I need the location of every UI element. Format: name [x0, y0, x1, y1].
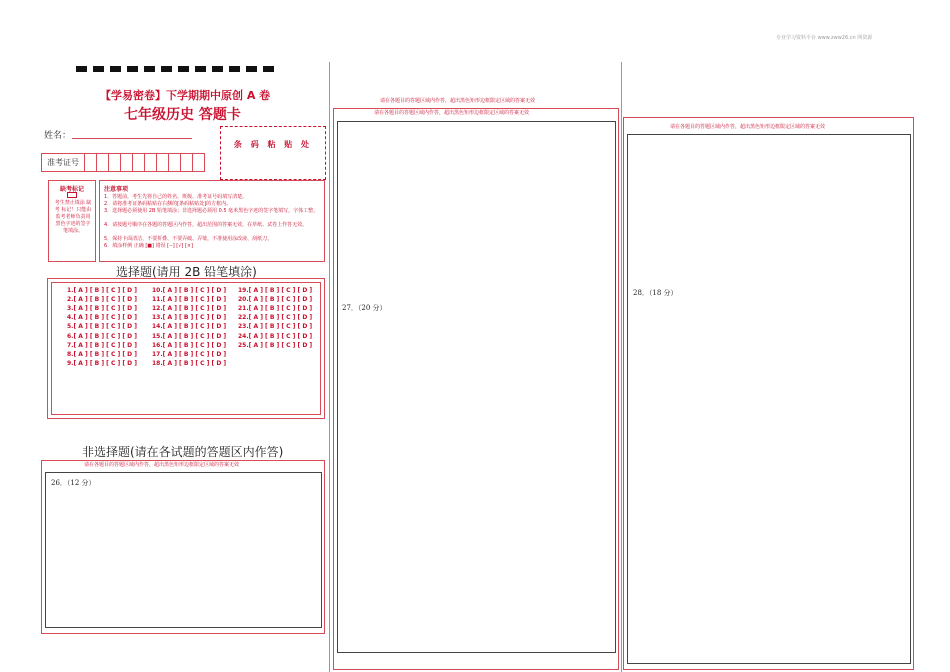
column-divider	[329, 62, 330, 672]
notes-item: 3．选择题必须使用 2B 铅笔填涂；非选择题必须用 0.5 毫米黑色字迹的签字笔填写，字体工整。	[104, 208, 319, 214]
absent-mark-title: 缺考标记	[59, 186, 84, 193]
notes-title: 注意事项	[104, 186, 129, 193]
nonchoice-heading: 非选择题(请在各试题的答题区内作答)	[82, 445, 284, 459]
area-tip: 请在各题目的答题区域内作答，超出黑色矩形边框限定区域的答案无效	[380, 98, 536, 104]
exam-id-label: 准考证号	[41, 153, 85, 172]
timing-mark	[246, 66, 257, 72]
absent-mark-checkbox[interactable]	[67, 192, 77, 198]
exam-id-cell[interactable]	[169, 153, 181, 172]
choice-question-2[interactable]: 2.[ A ] [ B ] [ C ] [ D ]	[67, 296, 137, 304]
notes-box	[99, 180, 325, 262]
barcode-area	[220, 126, 326, 180]
timing-mark	[263, 66, 274, 72]
choice-area	[51, 282, 321, 415]
area-tip: 请在各题目的答题区域内作答，超出黑色矩形边框限定区域的答案无效	[374, 110, 530, 116]
column-divider	[621, 62, 622, 672]
exam-id-cell[interactable]	[121, 153, 133, 172]
timing-mark	[144, 66, 155, 72]
timing-mark	[229, 66, 240, 72]
barcode-label: 条 码 粘 贴 处	[233, 140, 313, 149]
choice-question-7[interactable]: 7.[ A ] [ B ] [ C ] [ D ]	[67, 341, 137, 349]
choice-question-17[interactable]: 17.[ A ] [ B ] [ C ] [ D ]	[152, 350, 227, 358]
name-label: 姓名：	[44, 131, 72, 141]
timing-mark	[195, 66, 206, 72]
exam-title: 【学易密卷】下学期期中原创 A 卷	[100, 89, 271, 102]
exam-id-grid	[41, 153, 212, 172]
choice-question-10[interactable]: 10.[ A ] [ B ] [ C ] [ D ]	[152, 287, 227, 294]
choice-question-1[interactable]: 1.[ A ] [ B ] [ C ] [ D ]	[67, 287, 137, 294]
timing-mark	[161, 66, 172, 72]
timing-mark	[127, 66, 138, 72]
exam-id-cell[interactable]	[133, 153, 145, 172]
choice-question-3[interactable]: 3.[ A ] [ B ] [ C ] [ D ]	[67, 305, 137, 313]
exam-id-cell[interactable]	[193, 153, 205, 172]
choice-question-11[interactable]: 11.[ A ] [ B ] [ C ] [ D ]	[152, 296, 227, 304]
answer-area-28[interactable]	[627, 134, 911, 664]
choice-question-19[interactable]: 19.[ A ] [ B ] [ C ] [ D ]	[238, 287, 313, 294]
area-tip: 请在各题目的答题区域内作答，超出黑色矩形边框限定区域的答案无效	[84, 462, 240, 468]
timing-mark	[93, 66, 104, 72]
notes-item: 1．答题前，考生先将自己的姓名、班级、准考证号码填写清楚。	[104, 194, 248, 200]
timing-mark	[178, 66, 189, 72]
exam-id-cell[interactable]	[109, 153, 121, 172]
watermark: 专业学习资料平台 www.zww26.cn 网资源	[776, 35, 873, 41]
absent-mark-box	[48, 180, 96, 262]
timing-mark	[76, 66, 87, 72]
notes-item: 2．请将准考证条码粘贴在右侧的[条码粘贴处]的方框内。	[104, 201, 232, 207]
area-tip: 请在各题目的答题区域内作答，超出黑色矩形边框限定区域的答案无效	[670, 124, 826, 130]
timing-mark	[212, 66, 223, 72]
exam-subtitle: 七年级历史 答题卡	[124, 107, 241, 123]
question-26-label: 26．（12 分）	[51, 479, 96, 487]
exam-id-cell[interactable]	[97, 153, 109, 172]
absent-mark-text: 考生禁止填涂 缺 考 标记！只能由监考老师负责用黑色字迹的签字笔填涂。	[54, 200, 92, 234]
choice-question-4[interactable]: 4.[ A ] [ B ] [ C ] [ D ]	[67, 314, 137, 322]
choice-question-12[interactable]: 12.[ A ] [ B ] [ C ] [ D ]	[152, 305, 227, 313]
choice-question-24[interactable]: 24.[ A ] [ B ] [ C ] [ D ]	[238, 332, 313, 340]
notes-item: 6．填涂样例 正确 [■] 错误 [--] [√] [×]	[104, 243, 194, 249]
choice-question-20[interactable]: 20.[ A ] [ B ] [ C ] [ D ]	[238, 296, 313, 304]
choice-question-6[interactable]: 6.[ A ] [ B ] [ C ] [ D ]	[67, 332, 137, 340]
choice-question-8[interactable]: 8.[ A ] [ B ] [ C ] [ D ]	[67, 350, 137, 358]
choice-question-22[interactable]: 22.[ A ] [ B ] [ C ] [ D ]	[238, 314, 313, 322]
timing-marks	[76, 66, 274, 72]
choice-question-13[interactable]: 13.[ A ] [ B ] [ C ] [ D ]	[152, 314, 227, 322]
choice-question-14[interactable]: 14.[ A ] [ B ] [ C ] [ D ]	[152, 323, 227, 331]
timing-mark	[110, 66, 121, 72]
choice-question-5[interactable]: 5.[ A ] [ B ] [ C ] [ D ]	[67, 323, 137, 331]
choice-question-15[interactable]: 15.[ A ] [ B ] [ C ] [ D ]	[152, 332, 227, 340]
answer-area-26[interactable]	[45, 472, 322, 628]
choice-question-21[interactable]: 21.[ A ] [ B ] [ C ] [ D ]	[238, 305, 313, 313]
question-27-label: 27．（20 分）	[342, 304, 387, 312]
choice-question-9[interactable]: 9.[ A ] [ B ] [ C ] [ D ]	[67, 359, 137, 367]
exam-id-cell[interactable]	[181, 153, 193, 172]
notes-item: 5．保持卡面清洁，不要折叠、不要弄破、弄皱，不准使用涂改液、刮纸刀。	[104, 236, 273, 242]
question-28-label: 28．（18 分）	[633, 289, 678, 297]
notes-item: 4．请按题号顺序在各题的答题区内作答，超出范围的答案无效，在草纸、试卷上作答无效。	[104, 222, 308, 228]
exam-id-cell[interactable]	[85, 153, 97, 172]
choice-heading: 选择题(请用 2B 铅笔填涂)	[116, 265, 257, 279]
exam-id-cell[interactable]	[157, 153, 169, 172]
choice-question-25[interactable]: 25.[ A ] [ B ] [ C ] [ D ]	[238, 341, 313, 349]
name-field[interactable]	[72, 138, 192, 139]
exam-id-cell[interactable]	[145, 153, 157, 172]
choice-question-23[interactable]: 23.[ A ] [ B ] [ C ] [ D ]	[238, 323, 313, 331]
choice-question-18[interactable]: 18.[ A ] [ B ] [ C ] [ D ]	[152, 359, 227, 367]
choice-question-16[interactable]: 16.[ A ] [ B ] [ C ] [ D ]	[152, 341, 227, 349]
answer-area-27[interactable]	[337, 121, 616, 653]
